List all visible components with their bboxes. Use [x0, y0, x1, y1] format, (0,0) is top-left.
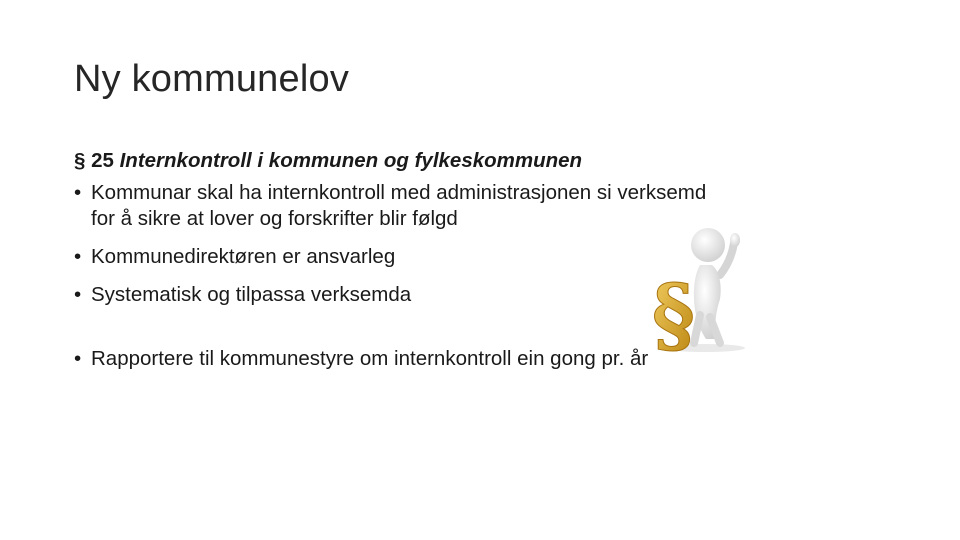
- section-name: Internkontroll i kommunen og fylkeskommunen: [119, 149, 583, 172]
- list-item: [74, 244, 894, 270]
- figure-with-paragraph-sign-icon: [650, 215, 760, 355]
- bullet-icon: •: [74, 181, 82, 204]
- list-item: [74, 282, 894, 308]
- bullet-icon: •: [74, 283, 82, 306]
- figure-head: [691, 228, 725, 262]
- bullet-icon: •: [74, 245, 82, 268]
- section-heading: [74, 148, 894, 174]
- list-item-text: Kommunedirektøren er ansvarleg: [91, 245, 396, 268]
- list-item: [74, 346, 894, 372]
- section-number: § 25: [74, 149, 114, 172]
- list-item: [74, 180, 894, 232]
- bullet-icon: •: [74, 347, 82, 370]
- slide-content: [74, 148, 894, 384]
- slide-title: Ny kommunelov: [74, 58, 350, 100]
- figure-hand: [730, 233, 740, 247]
- list-item-text: Kommunar skal ha internkontroll med administrasjonen si verksemd: [91, 181, 707, 204]
- list-item-text: Systematisk og tilpassa verksemda: [91, 283, 412, 306]
- paragraph-sign-symbol: §: [652, 267, 695, 355]
- bullet-list: [74, 180, 894, 372]
- list-item-text-continued: for å sikre at lover og forskrifter blir følgd: [91, 207, 458, 230]
- list-item-text: Rapportere til kommunestyre om internkontroll ein gong pr. år: [91, 347, 649, 370]
- illustration-svg: [650, 215, 760, 355]
